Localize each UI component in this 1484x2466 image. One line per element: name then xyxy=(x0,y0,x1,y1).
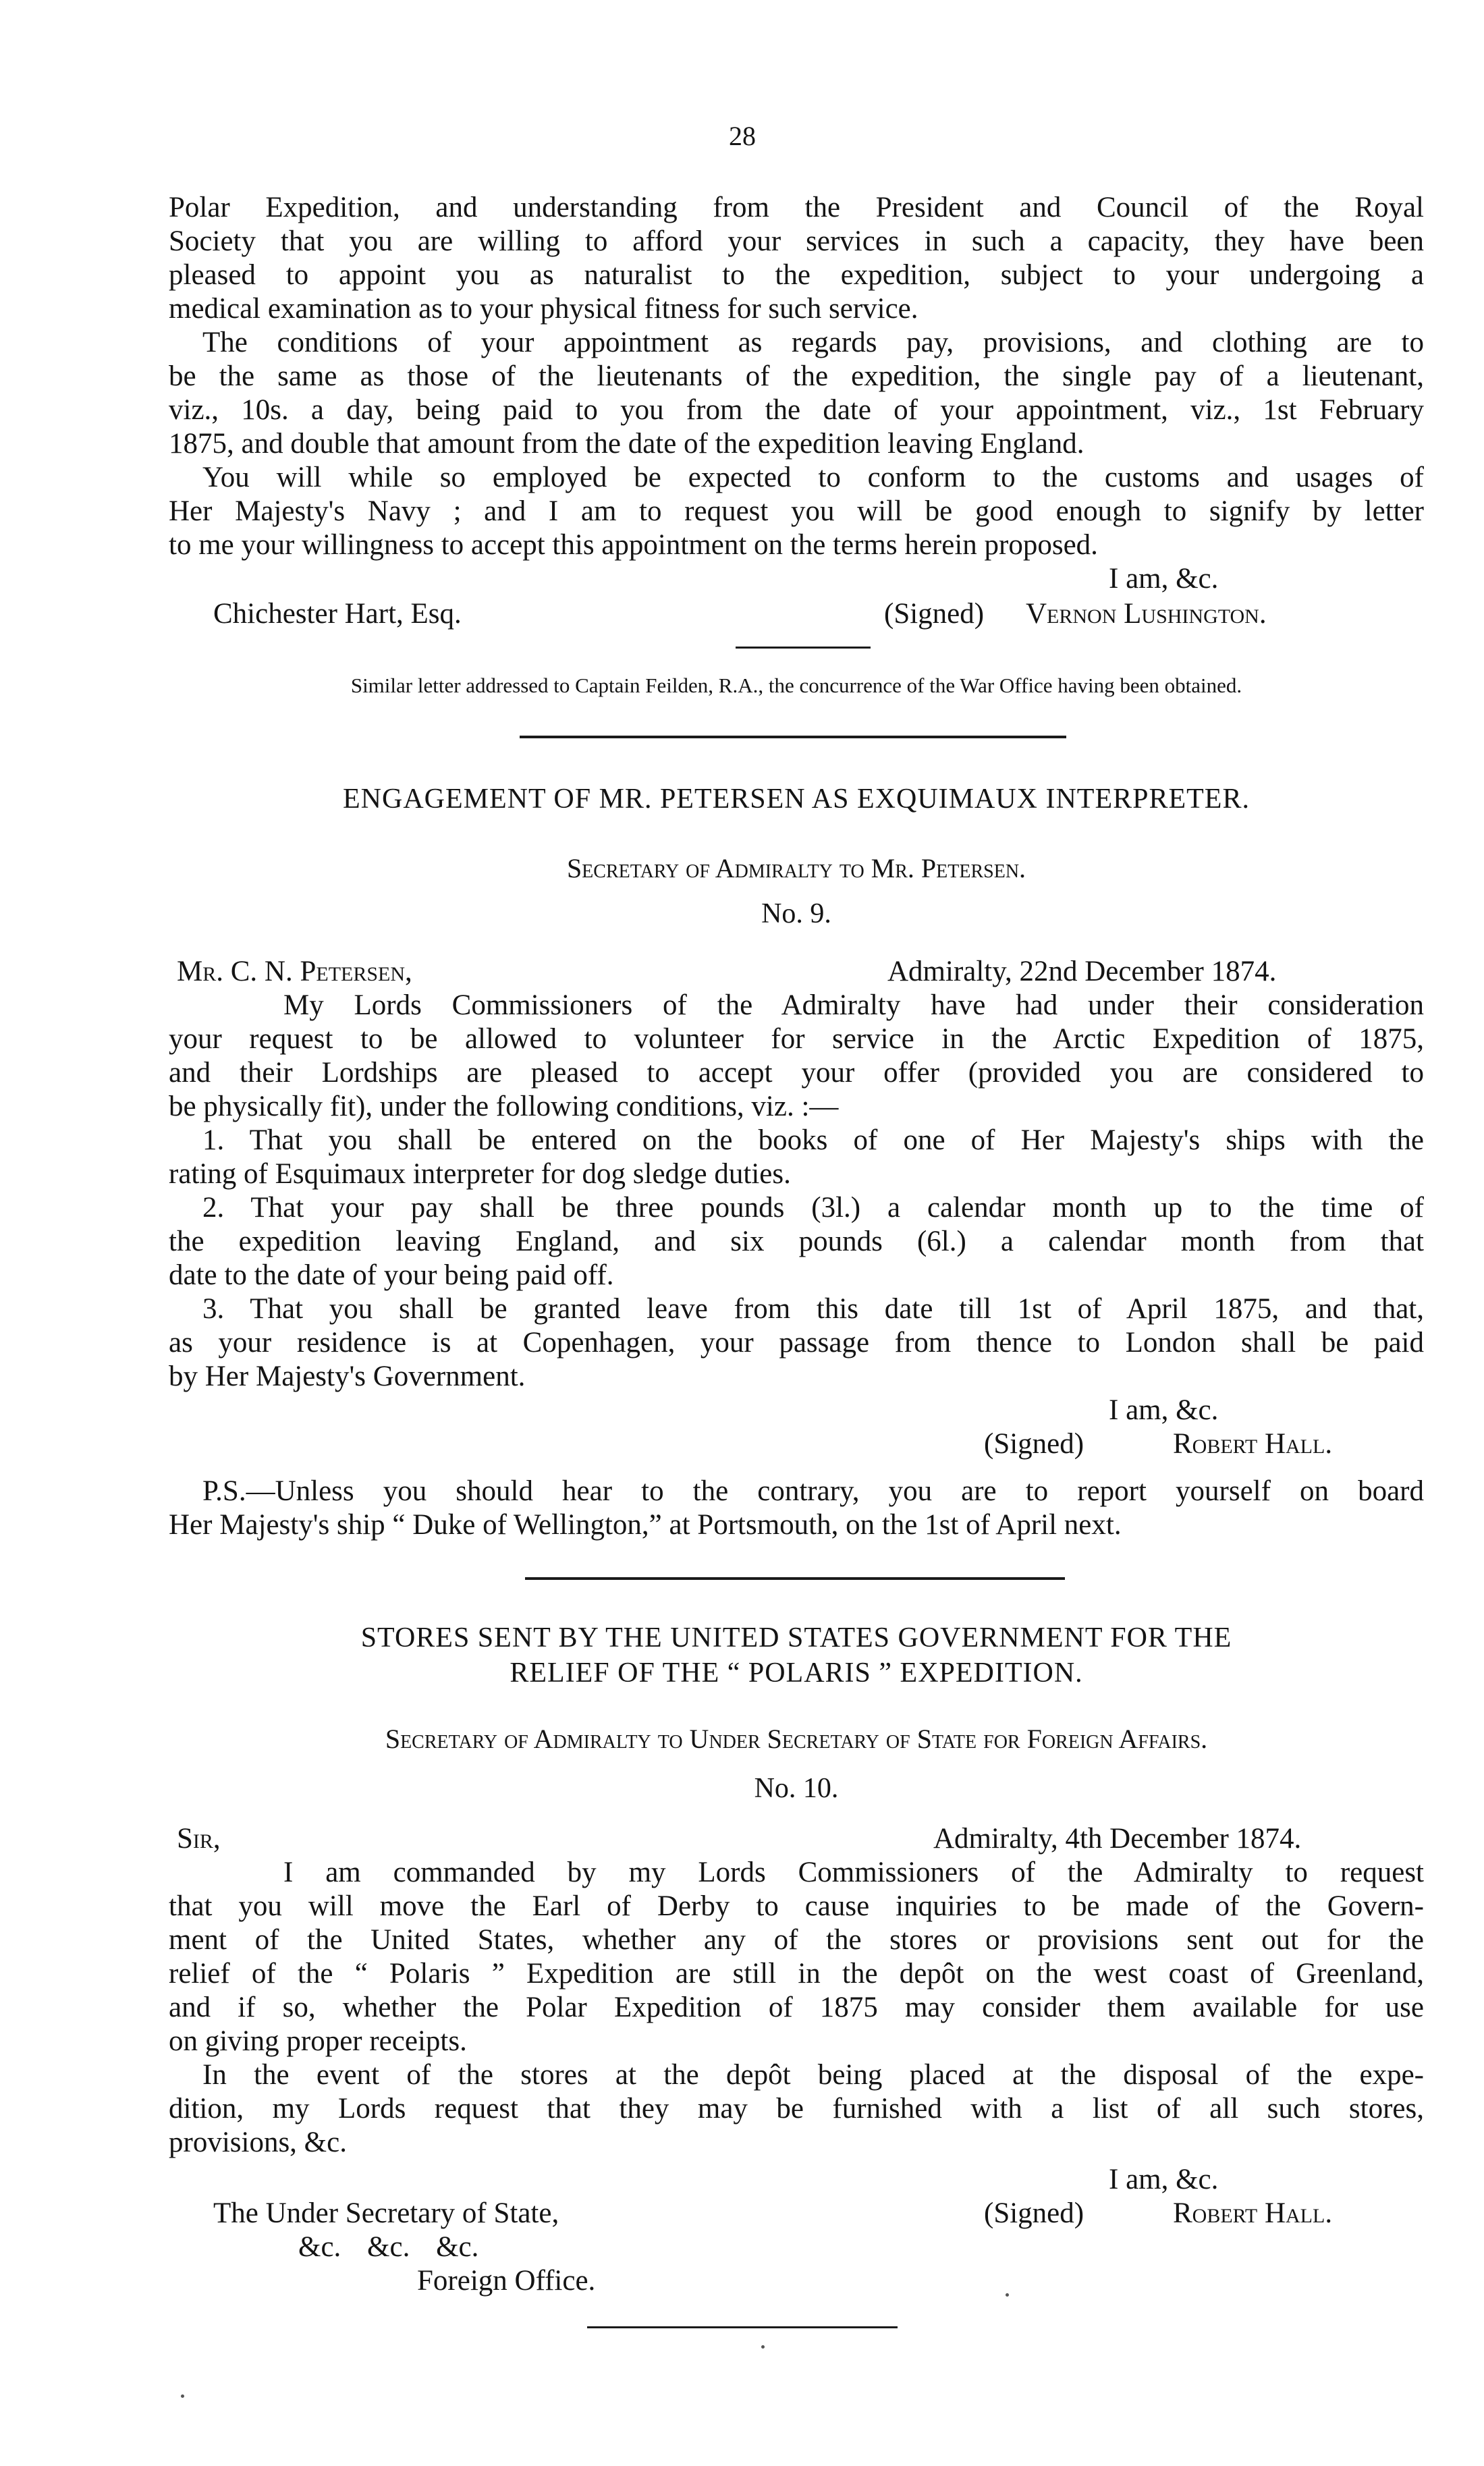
dateline: Admiralty, 4th December 1874. xyxy=(933,1823,1302,1855)
text-line: My Lords Commissioners of the Admiralty have had under their consideration xyxy=(283,989,1424,1021)
signed-label: (Signed) xyxy=(984,2197,1084,2229)
text-line: provisions, &c. xyxy=(169,2127,347,2158)
text-line: rating of Esquimaux interpreter for dog sledge duties. xyxy=(169,1158,791,1190)
section-subheading: Secretary of Admiralty to Under Secretary of State for Foreign Affairs. xyxy=(385,1724,1208,1754)
text-line: Polar Expedition, and understanding from the President and Council of the Royal xyxy=(169,192,1424,223)
signatory: Robert Hall. xyxy=(1173,2197,1333,2229)
letter-body-naturalist xyxy=(169,191,1424,562)
closing-line: I am, &c. xyxy=(1109,563,1219,595)
postscript xyxy=(169,1475,1424,1542)
text-line: P.S.—Unless you should hear to the contrary, you are to report yourself on board xyxy=(202,1475,1424,1507)
end-rule xyxy=(587,2326,898,2328)
text-line: and if so, whether the Polar Expedition of 1875 may consider them available for use xyxy=(169,1992,1424,2023)
text-line: to me your willingness to accept this appointment on the terms herein proposed. xyxy=(169,529,1098,561)
text-line: on giving proper receipts. xyxy=(169,2025,467,2057)
closing-line: I am, &c. xyxy=(1109,2164,1219,2195)
document-number: No. 10. xyxy=(754,1773,839,1804)
section-heading: ENGAGEMENT OF MR. PETERSEN AS EXQUIMAUX INTERPRETER. xyxy=(343,784,1250,815)
letter-body-petersen xyxy=(169,989,1424,1394)
signed-label: (Signed) xyxy=(884,598,985,630)
text-line: that you will move the Earl of Derby to cause inquiries to be made of the Govern- xyxy=(169,1890,1424,1922)
signatory: Vernon Lushington. xyxy=(1026,598,1267,630)
text-line: date to the date of your being paid off. xyxy=(169,1259,614,1291)
addressee: Chichester Hart, Esq. xyxy=(213,598,462,630)
text-line: Her Majesty's ship “ Duke of Wellington,” at Portsmouth, on the 1st of April next. xyxy=(169,1509,1122,1541)
section-heading-line-2: RELIEF OF THE “ POLARIS ” EXPEDITION. xyxy=(510,1657,1083,1689)
text-line: and their Lordships are pleased to accept your offer (provided you are considered to xyxy=(169,1057,1424,1089)
dateline: Admiralty, 22nd December 1874. xyxy=(887,956,1277,987)
addressee-line-3: Foreign Office. xyxy=(417,2265,596,2297)
text-line: I am commanded by my Lords Commissioners of the Admiralty to request xyxy=(283,1857,1424,1888)
signatory: Robert Hall. xyxy=(1173,1428,1333,1460)
addressee-line-2: &c. &c. &c. xyxy=(298,2231,479,2263)
document-number: No. 9. xyxy=(761,898,831,929)
text-line: 1875, and double that amount from the date of the expedition leaving England. xyxy=(169,428,1084,460)
scan-speck xyxy=(181,2394,184,2398)
text-line: by Her Majesty's Government. xyxy=(169,1361,526,1392)
signed-label: (Signed) xyxy=(984,1428,1084,1460)
section-divider xyxy=(520,736,1066,738)
text-line: as your residence is at Copenhagen, your passage from thence to London shall be paid xyxy=(169,1327,1424,1359)
text-line: pleased to appoint you as naturalist to the expedition, subject to your undergoing a xyxy=(169,259,1424,291)
text-line: In the event of the stores at the depôt being placed at the disposal of the expe- xyxy=(202,2059,1424,2091)
text-line: dition, my Lords request that they may be furnished with a list of all such stores, xyxy=(169,2093,1424,2125)
text-line: The conditions of your appointment as regards pay, provisions, and clothing are to xyxy=(202,327,1424,358)
text-line: 3. That you shall be granted leave from this date till 1st of April 1875, and that, xyxy=(202,1293,1424,1325)
salutation: Sir, xyxy=(177,1823,221,1855)
text-line: Society that you are willing to afford your services in such a capacity, they have been xyxy=(169,225,1424,257)
section-subheading: Secretary of Admiralty to Mr. Petersen. xyxy=(566,853,1026,883)
text-line: You will while so employed be expected to conform to the customs and usages of xyxy=(202,462,1424,493)
closing-line: I am, &c. xyxy=(1109,1394,1219,1426)
section-heading-line-1: STORES SENT BY THE UNITED STATES GOVERNMENT FOR THE xyxy=(360,1622,1232,1653)
text-line: medical examination as to your physical fitness for such service. xyxy=(169,293,918,325)
addressee-line-1: The Under Secretary of State, xyxy=(213,2197,559,2229)
text-line: relief of the “ Polaris ” Expedition are still in the depôt on the west coast of Greenland, xyxy=(169,1958,1424,1990)
text-line: be the same as those of the lieutenants of the expedition, the single pay of a lieutenant, xyxy=(169,360,1424,392)
scan-speck xyxy=(761,2345,765,2349)
text-line: the expedition leaving England, and six pounds (6l.) a calendar month from that xyxy=(169,1226,1424,1257)
text-line: viz., 10s. a day, being paid to you from the date of your appointment, viz., 1st February xyxy=(169,394,1424,426)
page-number: 28 xyxy=(729,121,756,151)
text-line: Her Majesty's Navy ; and I am to request you will be good enough to signify by letter xyxy=(169,495,1424,527)
text-line: be physically fit), under the following conditions, viz. :— xyxy=(169,1091,839,1122)
text-line: your request to be allowed to volunteer for service in the Arctic Expedition of 1875, xyxy=(169,1023,1424,1055)
text-line: ment of the United States, whether any of the stores or provisions sent out for the xyxy=(169,1924,1424,1956)
letter-body-polaris xyxy=(169,1856,1424,2160)
separator-rule xyxy=(736,647,871,649)
salutation: Mr. C. N. Petersen, xyxy=(177,956,412,987)
scan-speck xyxy=(1006,2293,1009,2297)
text-line: 2. That your pay shall be three pounds (3l.) a calendar month up to the time of xyxy=(202,1192,1424,1224)
footnote: Similar letter addressed to Captain Feilden, R.A., the concurrence of the War Office having been obtained. xyxy=(350,674,1242,697)
text-line: 1. That you shall be entered on the books of one of Her Majesty's ships with the xyxy=(202,1124,1424,1156)
section-divider xyxy=(525,1577,1065,1580)
